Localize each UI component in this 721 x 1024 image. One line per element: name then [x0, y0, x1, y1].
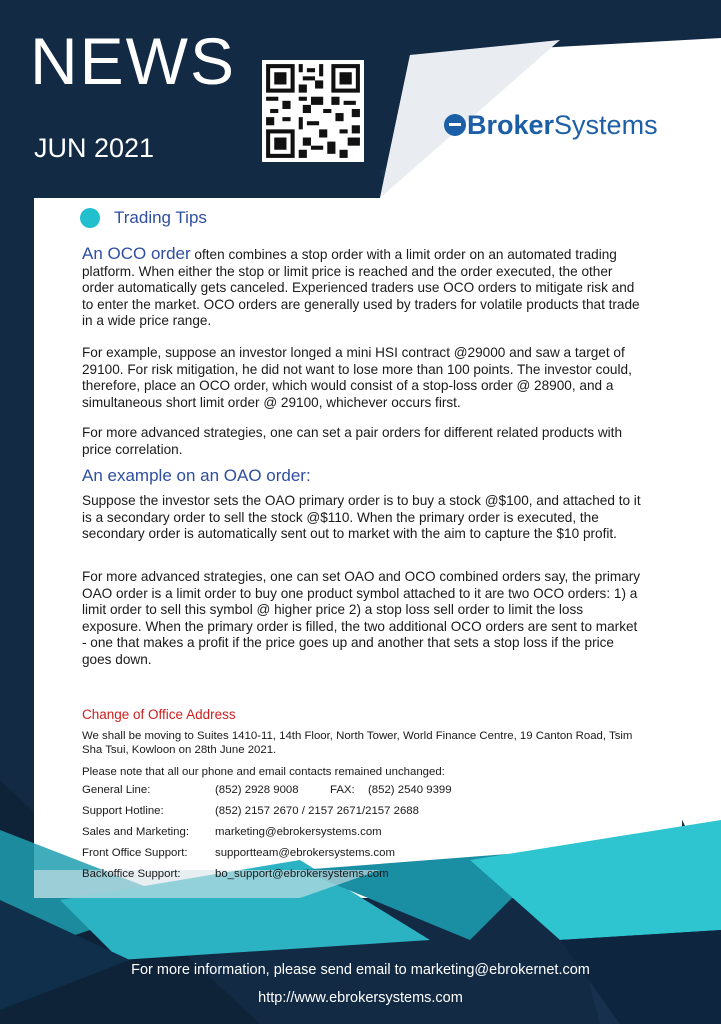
ebroker-systems-logo [444, 108, 658, 142]
contact-email-link[interactable]: bo_support@ebrokersystems.com [215, 868, 389, 880]
contact-label: Sales and Marketing: [82, 826, 190, 838]
contacts-note: Please note that all our phone and email contacts remained unchanged: [82, 766, 445, 778]
contact-label: Support Hotline: [82, 805, 164, 817]
oco-lead-text: An OCO order [82, 244, 191, 263]
contact-value: (852) 2157 2670 / 2157 2671/2157 2688 [215, 805, 419, 817]
example-paragraph: For example, suppose an investor longed a mini HSI contract @29000 and saw a target of 29100. For risk mitigation, he did not want to lose more than 100 points. The investor could, therefore, place an OCO order, which would consist of a stop-loss order @ 28900, and a simultaneous short limit order @ 29100, whichever occurs first. [82, 345, 632, 410]
move-note: We shall be moving to Suites 1410-11, 14th Floor, North Tower, World Finance Centre, 19 Canton Road, Tsim Sha Tsui, Kowloon on 28th June 2021. [82, 730, 633, 756]
logo-text-broker: Broker [467, 109, 555, 140]
oao-example-paragraph: Suppose the investor sets the OAO primary order is to buy a stock @$100, and attached to it is a secondary order to sell the stock @$110. When the primary order is executed, the secondary order is automatically sent out to market with the aim to capture the $10 profit. [82, 493, 641, 542]
logo-text-systems: Systems [554, 109, 658, 140]
fax-label: FAX: [330, 784, 355, 796]
trading-tips-heading [80, 208, 207, 228]
advanced-paragraph: For more advanced strategies, one can set a pair orders for different related products with price correlation. [82, 425, 623, 457]
oco-body-text: often combines a stop order with a limit order on an automated trading platform. When either the stop or limit price is reached and the order executed, the other order automatically gets canceled. Experienced traders use OCO orders to mitigate risk and to enter the market. OCO orders are generally used by traders for volatile products that trade in a wide price range. [82, 247, 640, 329]
oao-heading: An example on an OAO order: [82, 466, 311, 485]
bullet-dot-icon [80, 208, 100, 228]
contact-label: Front Office Support: [82, 847, 188, 859]
ebroker-e-icon [444, 114, 466, 136]
issue-date: JUN 2021 [34, 133, 155, 163]
oco-paragraph [82, 246, 642, 330]
trading-tips-label: Trading Tips [114, 208, 207, 227]
qr-code-icon[interactable] [262, 60, 364, 162]
contact-email-link[interactable]: supportteam@ebrokersystems.com [215, 847, 395, 859]
office-change-heading: Change of Office Address [82, 707, 236, 722]
footer-website-link[interactable]: http://www.ebrokersystems.com [258, 990, 463, 1006]
contact-email-link[interactable]: marketing@ebrokersystems.com [215, 826, 382, 838]
footer-email-line[interactable]: For more information, please send email to marketing@ebrokernet.com [131, 962, 590, 978]
fax-value: (852) 2540 9399 [368, 784, 452, 796]
oao-oco-paragraph: For more advanced strategies, one can set OAO and OCO combined orders say, the primary OAO order is a limit order to buy one product symbol attached to it are two OCO orders: 1) a limit order to sell this symbol @ higher price 2) a stop loss sell order to limit the loss exposure. When the primary order is filled, the two additional OCO orders are sent to market - one that makes a profit if the price goes up and another that sets a stop loss if the price goes down. [82, 569, 641, 667]
contact-value: (852) 2928 9008 [215, 784, 299, 796]
contact-label: General Line: [82, 784, 151, 796]
page-title: NEWS [30, 24, 236, 98]
contact-label: Backoffice Support: [82, 868, 181, 880]
